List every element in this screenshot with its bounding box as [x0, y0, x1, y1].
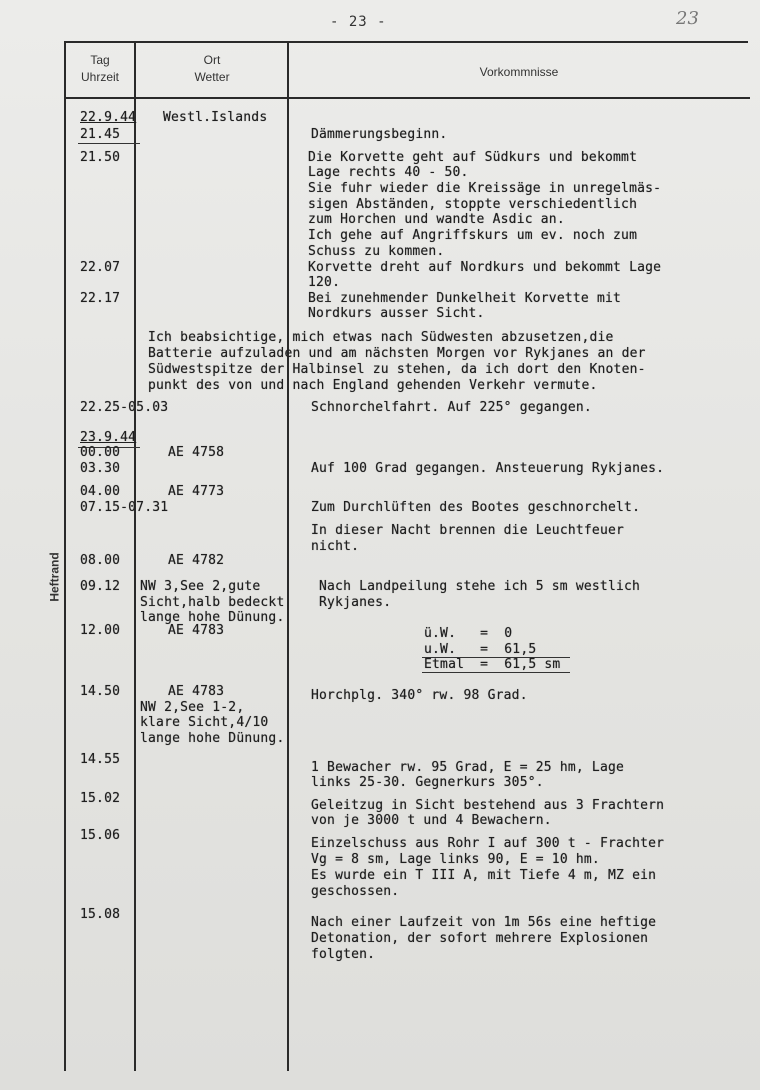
entry-time: 00.00 [80, 445, 121, 460]
entry-text-line: Lage rechts 40 - 50. [308, 165, 469, 180]
entry-text-line: Schuss zu kommen. [308, 244, 445, 259]
entry-text: Zum Durchlüften des Bootes geschnorchelt. [311, 500, 641, 515]
calculation-rule [422, 672, 570, 673]
paragraph-line: punkt des von und nach England gehenden Verkehr vermute. [148, 378, 598, 393]
entry-text-line: Geleitzug in Sicht bestehend aus 3 Frachtern [311, 798, 665, 813]
header-tag-uhrzeit [68, 52, 132, 86]
entry-text-line: Es wurde ein T III A, mit Tiefe 4 m, MZ ein [311, 868, 657, 883]
paragraph-line: Ich beabsichtige, mich etwas nach Südwesten abzusetzen,die [148, 330, 614, 345]
entry-time: 12.00 [80, 623, 121, 638]
entry-text-line: folgten. [311, 947, 376, 962]
page-number: - 23 - [330, 14, 387, 30]
entry-weather: klare Sicht,4/10 [140, 715, 269, 730]
entry-time: 15.02 [80, 791, 121, 806]
entry-text-line: Nach einer Laufzeit von 1m 56s eine heftige [311, 915, 657, 930]
entry-time: 14.55 [80, 752, 121, 767]
entry-text-line: Ich gehe auf Angriffskurs um ev. noch zum [308, 228, 638, 243]
entry-text-line: Einzelschuss aus Rohr I auf 300 t - Frachter [311, 836, 665, 851]
entry-position: AE 4782 [168, 553, 225, 568]
entry-text-line: nicht. [311, 539, 360, 554]
date-underline [78, 143, 140, 144]
entry-text: Auf 100 Grad gegangen. Ansteuerung Rykjanes. [311, 461, 665, 476]
entry-text: Schnorchelfahrt. Auf 225° gegangen. [311, 400, 592, 415]
entry-text-line: von je 3000 t und 4 Bewachern. [311, 813, 552, 828]
header-vorkommnisse: Vorkommnisse [479, 65, 559, 79]
entry-text-line: Die Korvette geht auf Südkurs und bekommt [308, 150, 638, 165]
entry-time: 14.50 [80, 684, 121, 699]
entry-time: 03.30 [80, 461, 121, 476]
entry-time: 22.25-05.03 [80, 400, 169, 415]
entry-text-line: Nordkurs ausser Sicht. [308, 306, 485, 321]
entry-text-line: sigen Abständen, stoppte verschiedentlich [308, 197, 638, 212]
paragraph-line: Batterie aufzuladen und am nächsten Morgen vor Rykjanes an der [148, 346, 646, 361]
margin-label: Heftrand [47, 552, 62, 602]
entry-text-line: Korvette dreht auf Nordkurs und bekommt Lage [308, 260, 662, 275]
entry-text-line: 120. [308, 275, 341, 290]
paragraph-line: Südwestspitze der Halbinsel zu stehen, da ich dort den Knoten- [148, 362, 646, 377]
header-tag: Tag [90, 53, 110, 67]
entry-time: 09.12 [80, 579, 121, 594]
column-rule-1 [134, 41, 136, 1071]
header-uhrzeit: Uhrzeit [80, 70, 119, 84]
entry-weather: NW 2,See 1-2, [140, 700, 245, 715]
entry-time: 15.06 [80, 828, 121, 843]
entry-time: 21.45 [80, 127, 121, 142]
entry-weather: Sicht,halb bedeckt [140, 595, 285, 610]
calculation-line: u.W. = 61,5 [424, 642, 537, 657]
entry-time: 04.00 [80, 484, 121, 499]
entry-text-line: links 25-30. Gegnerkurs 305°. [311, 775, 544, 790]
entry-time: 21.50 [80, 150, 121, 165]
entry-position: AE 4783 [168, 623, 225, 638]
header-ort-wetter [138, 52, 286, 86]
header-bottom-rule [66, 97, 750, 99]
entry-weather: NW 3,See 2,gute [140, 579, 261, 594]
entry-date: 22.9.44 [80, 110, 137, 125]
entry-text-line: Sie fuhr wieder die Kreissäge in unregelmäs- [308, 181, 662, 196]
entry-text-line: Rykjanes. [319, 595, 392, 610]
entry-text-line: zum Horchen und wandte Asdic an. [308, 212, 565, 227]
column-rule-2 [287, 41, 289, 1071]
entry-text-line: Nach Landpeilung stehe ich 5 sm westlich [319, 579, 641, 594]
entry-weather: lange hohe Dünung. [140, 610, 285, 625]
entry-text: Dämmerungsbeginn. [311, 127, 448, 142]
table-top-rule [66, 41, 748, 43]
entry-position: AE 4758 [168, 445, 225, 460]
calculation-line: Etmal = 61,5 sm [424, 657, 561, 672]
entry-date: 23.9.44 [80, 430, 137, 445]
handwritten-page-number: 23 [676, 8, 699, 29]
entry-time: 07.15-07.31 [80, 500, 169, 515]
entry-time: 22.17 [80, 291, 121, 306]
header-ort: Ort [203, 53, 221, 67]
header-wetter: Wetter [194, 70, 230, 84]
calculation-line: ü.W. = 0 [424, 626, 513, 641]
entry-position: AE 4773 [168, 484, 225, 499]
entry-text-line: Bei zunehmender Dunkelheit Korvette mit [308, 291, 622, 306]
entry-place: Westl.Islands [163, 110, 268, 125]
entry-text-line: In dieser Nacht brennen die Leuchtfeuer [311, 523, 625, 538]
entry-time: 15.08 [80, 907, 121, 922]
entry-weather: lange hohe Dünung. [140, 731, 285, 746]
column-rule-left [64, 41, 66, 1071]
entry-time: 22.07 [80, 260, 121, 275]
entry-time: 08.00 [80, 553, 121, 568]
entry-text: Horchplg. 340° rw. 98 Grad. [311, 688, 528, 703]
entry-position: AE 4783 [168, 684, 225, 699]
entry-text-line: geschossen. [311, 884, 400, 899]
entry-text-line: Vg = 8 sm, Lage links 90, E = 10 hm. [311, 852, 600, 867]
entry-text-line: Detonation, der sofort mehrere Explosionen [311, 931, 649, 946]
entry-text-line: 1 Bewacher rw. 95 Grad, E = 25 hm, Lage [311, 760, 625, 775]
